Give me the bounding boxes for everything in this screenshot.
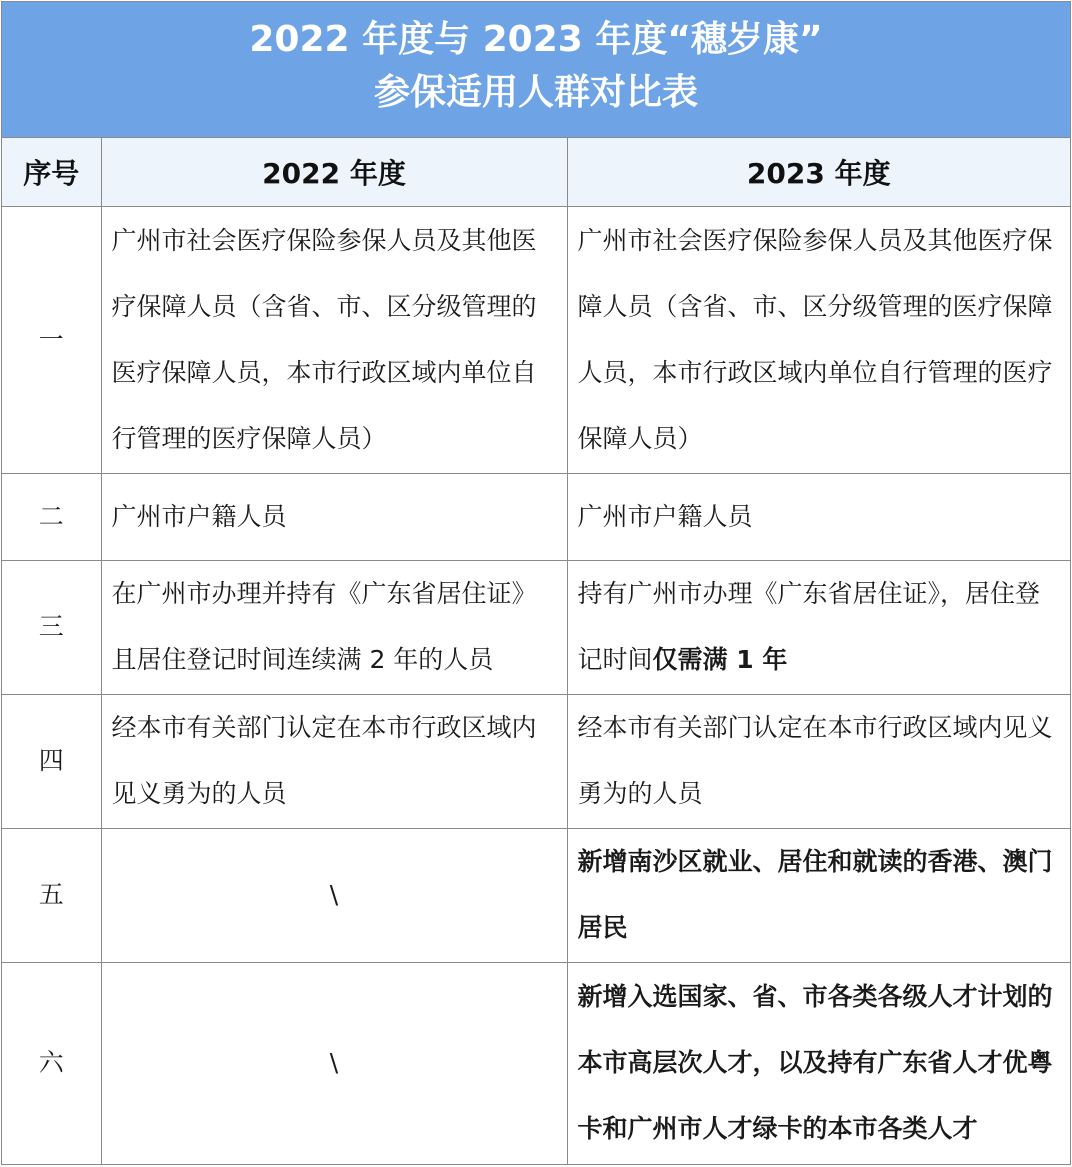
cell-2022: 广州市户籍人员 [101,473,567,560]
row-number: 二 [2,473,101,560]
cell-2022: 在广州市办理并持有《广东省居住证》且居住登记时间连续满 2 年的人员 [101,560,567,694]
cell-2022: 经本市有关部门认定在本市行政区域内见义勇为的人员 [101,694,567,828]
cell-2023 [567,560,1070,694]
table-row [2,828,1070,962]
table-row [2,694,1070,828]
row-number: 三 [2,560,101,694]
cell-2023: 经本市有关部门认定在本市行政区域内见义勇为的人员 [567,694,1070,828]
comparison-sheet [1,1,1071,1165]
table-title [2,2,1070,138]
table-row [2,473,1070,560]
cell-2022: 广州市社会医疗保险参保人员及其他医疗保障人员（含省、市、区分级管理的医疗保障人员，本市行政区域内单位自行管理的医疗保障人员） [101,206,567,473]
row-number: 六 [2,962,101,1164]
title-line-2: 参保适用人群对比表 [373,72,698,113]
cell-2023: 广州市社会医疗保险参保人员及其他医疗保障人员（含省、市、区分级管理的医疗保障人员，本市行政区域内单位自行管理的医疗保障人员） [567,206,1070,473]
cell-2023-text: 持有广州市办理《广东省居住证》，居住登记时间 [577,579,1041,674]
table-row [2,560,1070,694]
row-number: 四 [2,694,101,828]
row-number: 一 [2,206,101,473]
cell-2022-empty: \ [101,962,567,1164]
cell-2023: 广州市户籍人员 [567,473,1070,560]
cell-2023-emphasis: 仅需满 1 年 [652,645,788,674]
column-header-2023: 2023 年度 [567,138,1070,206]
cell-2023: 新增入选国家、省、市各类各级人才计划的本市高层次人才，以及持有广东省人才优粤卡和广州市人才绿卡的本市各类人才 [577,982,1053,1144]
column-header-2022: 2022 年度 [101,138,567,206]
column-header-no: 序号 [2,138,101,206]
title-line-1: 2022 年度与 2023 年度“穗岁康” [249,19,823,60]
table-row [2,962,1070,1164]
column-header-row [2,138,1070,206]
cell-2022-empty: \ [101,828,567,962]
comparison-table [2,138,1070,1164]
table-row [2,206,1070,473]
cell-2023: 新增南沙区就业、居住和就读的香港、澳门居民 [567,828,1070,962]
row-number: 五 [2,828,101,962]
